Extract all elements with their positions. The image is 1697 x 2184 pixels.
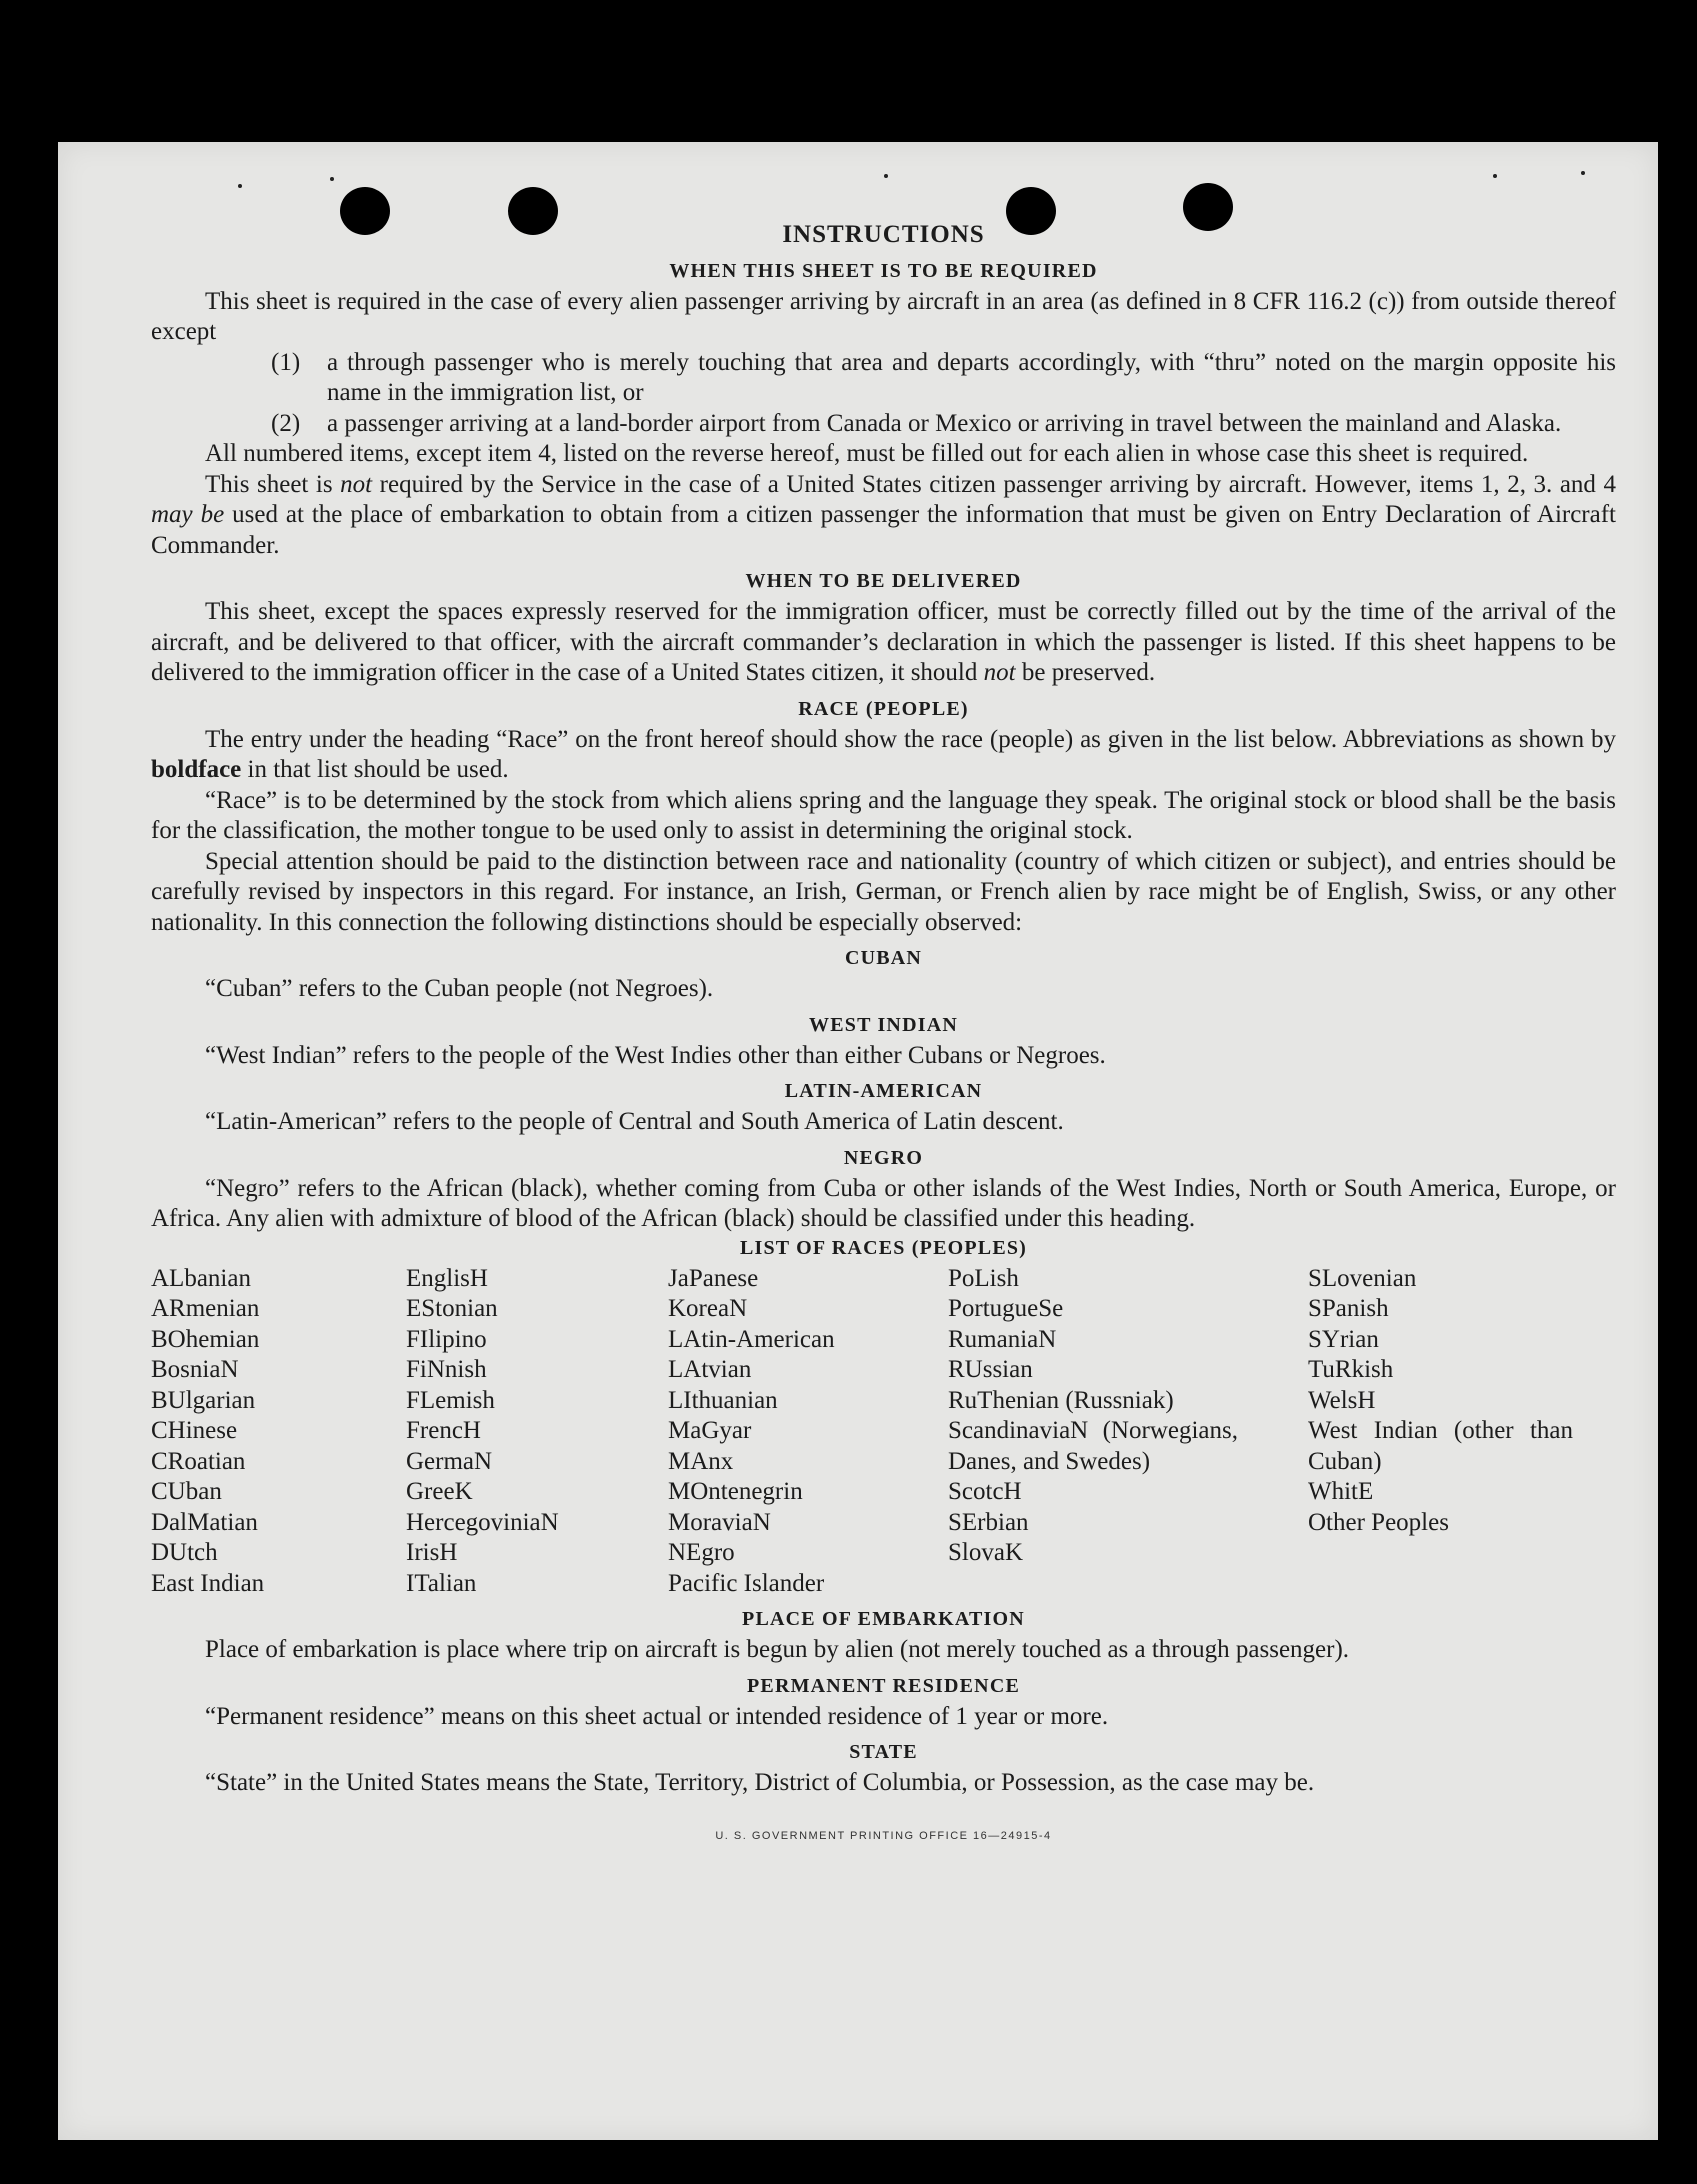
text-run: used at the place of embarkation to obtain from a citizen passenger the information that must be given on Entry Declaration of Aircraft Commander. — [151, 501, 1617, 559]
race-item: ITalian — [406, 1569, 477, 1597]
printer-imprint: U. S. GOVERNMENT PRINTING OFFICE 16—24915-4 — [715, 1829, 1052, 1842]
race-item: CUban — [151, 1478, 222, 1505]
race-item: MOntenegrin — [668, 1478, 803, 1505]
race-item: PoLish — [948, 1264, 1019, 1292]
race-item: ScotcH — [948, 1478, 1022, 1505]
text-run: The entry under the heading “Race” on the front hereof should show the race (people) as given in the list below. Abbreviations as shown by — [205, 725, 1616, 753]
item-text: a passenger arriving at a land-border airport from Canada or Mexico or arriving in travel between the mainland and Alaska. — [327, 409, 1562, 437]
race-item: East Indian — [151, 1569, 265, 1597]
race-item: JaPanese — [668, 1264, 759, 1292]
emphasis: not — [983, 659, 1016, 686]
race-item: TuRkish — [1308, 1356, 1394, 1383]
speck — [330, 177, 334, 181]
race-item: IrisH — [406, 1539, 458, 1566]
heading-when-required: WHEN THIS SHEET IS TO BE REQUIRED — [669, 259, 1098, 282]
paragraph: “Negro” refers to the African (black), whether coming from Cuba or other islands of the West Indies, North or South America, Europe, or Africa. Any alien with admixture of blood of the African (black) should be classified under this heading. — [151, 1174, 1616, 1232]
race-item: Pacific Islander — [668, 1569, 825, 1597]
race-item: LAtin-American — [668, 1325, 835, 1353]
race-item: LAtvian — [668, 1356, 752, 1383]
heading-permanent-residence: PERMANENT RESIDENCE — [746, 1674, 1021, 1697]
race-item: BOhemian — [151, 1325, 260, 1353]
race-item: ScandinaviaN (Norwegians, Danes, and Swedes) — [948, 1417, 1238, 1475]
heading-cuban: CUBAN — [844, 947, 923, 969]
race-item: SPanish — [1308, 1295, 1389, 1322]
race-item: FLemish — [406, 1386, 495, 1414]
paragraph: All numbered items, except item 4, listed on the reverse hereof, must be filled out for each alien in whose case this sheet is required. — [205, 440, 1529, 467]
heading-race: RACE (PEOPLE) — [798, 697, 969, 720]
paragraph: Special attention should be paid to the distinction between race and nationality (country of which citizen or subject), and entries should be carefully revised by inspectors in this regard. For instance, an Irish, German, or French alien by race might be of English, Swiss, or any other nationality. In this connection the following distinctions should be especially observed: — [151, 847, 1616, 936]
speck — [238, 184, 242, 188]
heading-list-of-races: LIST OF RACES (PEOPLES) — [739, 1236, 1028, 1259]
item-text: a through passenger who is merely touching that area and departs accordingly, with “thru” noted on the margin opposite his name in the immigration list, or — [327, 348, 1616, 406]
heading-state: STATE — [849, 1741, 918, 1763]
race-item: FIlipino — [406, 1325, 487, 1353]
race-item: SLovenian — [1308, 1264, 1417, 1292]
paragraph: Place of embarkation is place where trip on aircraft is begun by alien (not merely touched as a through passenger). — [205, 1636, 1350, 1663]
race-item: SYrian — [1308, 1325, 1379, 1353]
race-item: West Indian (other than Cuban) — [1308, 1417, 1573, 1475]
race-item: PortugueSe — [948, 1295, 1064, 1322]
heading-place-of-embarkation: PLACE OF EMBARKATION — [742, 1608, 1025, 1630]
race-item: RumaniaN — [948, 1325, 1057, 1353]
text-run: in that list should be used. — [241, 756, 509, 783]
race-item: SErbian — [948, 1508, 1029, 1536]
list-item — [271, 348, 1616, 409]
race-item: BosniaN — [151, 1356, 239, 1383]
races-column — [151, 1264, 406, 1600]
heading-latin-american: LATIN-AMERICAN — [784, 1080, 983, 1102]
bold-text: boldface — [151, 756, 242, 783]
race-item: MaGyar — [668, 1417, 752, 1444]
race-item: ALbanian — [151, 1264, 251, 1292]
page-title: INSTRUCTIONS — [782, 221, 985, 248]
race-item: CHinese — [151, 1417, 238, 1444]
race-item: CRoatian — [151, 1447, 246, 1475]
race-item: NEgro — [668, 1539, 735, 1566]
races-list — [151, 1264, 1616, 1600]
race-item: WelsH — [1308, 1386, 1376, 1414]
paragraph: “Latin-American” refers to the people of Central and South America of Latin descent. — [205, 1108, 1064, 1135]
race-item: MAnx — [668, 1447, 734, 1475]
race-item: DalMatian — [151, 1508, 258, 1536]
document-sheet — [58, 142, 1658, 2140]
text-run: required by the Service in the case of a United States citizen passenger arriving by aircraft. However, items 1, 2, 3. and 4 — [372, 470, 1616, 498]
speck — [884, 174, 888, 178]
item-number: (1) — [271, 348, 301, 376]
paragraph: “State” in the United States means the State, Territory, District of Columbia, or Possession, as the case may be. — [205, 1769, 1315, 1796]
races-column — [406, 1264, 668, 1600]
paragraph: “Race” is to be determined by the stock from which aliens spring and the language they speak. The original stock or blood shall be the basis for the classification, the mother tongue to be used only to assist in determining the original stock. — [151, 786, 1616, 844]
races-column — [948, 1264, 1308, 1600]
race-item: BUlgarian — [151, 1386, 256, 1414]
heading-negro: NEGRO — [843, 1146, 924, 1169]
paragraph — [151, 725, 1616, 786]
race-item: FiNnish — [406, 1356, 487, 1383]
text-run: be preserved. — [1015, 659, 1156, 686]
emphasis: not — [340, 470, 373, 498]
race-item: LIthuanian — [668, 1386, 778, 1414]
text-run: This sheet is — [205, 470, 341, 498]
race-item: DUtch — [151, 1539, 218, 1566]
race-item: KoreaN — [668, 1295, 748, 1322]
race-item: ARmenian — [151, 1295, 260, 1322]
races-column — [668, 1264, 948, 1600]
paragraph: This sheet is required in the case of every alien passenger arriving by aircraft in an area (as defined in 8 CFR 116.2 (c)) from outside thereof except — [151, 287, 1616, 345]
race-item: MoraviaN — [668, 1508, 771, 1536]
paragraph: “Cuban” refers to the Cuban people (not Negroes). — [205, 975, 714, 1002]
race-item: SlovaK — [948, 1539, 1023, 1566]
list-item — [271, 409, 1616, 440]
race-item: EnglisH — [406, 1264, 488, 1292]
race-item: GreeK — [406, 1478, 473, 1505]
race-item: GermaN — [406, 1447, 493, 1475]
race-item: RUssian — [948, 1356, 1033, 1383]
race-item: EStonian — [406, 1295, 498, 1322]
paragraph — [151, 597, 1616, 689]
speck — [1581, 171, 1585, 175]
emphasis: may be — [151, 501, 225, 528]
paragraph: “Permanent residence” means on this sheet actual or intended residence of 1 year or more. — [205, 1702, 1109, 1730]
item-number: (2) — [271, 409, 301, 437]
race-item: HercegoviniaN — [406, 1508, 559, 1536]
races-column — [1308, 1264, 1628, 1600]
text-run: This sheet, except the spaces expressly reserved for the immigration officer, must be correctly filled out by the time of the arrival of the aircraft, and be delivered to that officer, with the aircraft commander’s declaration in which the passenger is listed. If this sheet happens to be delivered to the immigration officer in the case of a United States citizen, it should — [151, 598, 1616, 686]
race-item: FrencH — [406, 1417, 481, 1444]
race-item: Other Peoples — [1308, 1508, 1449, 1536]
paragraph: “West Indian” refers to the people of the West Indies other than either Cubans or Negroes. — [205, 1041, 1106, 1069]
race-item: WhitE — [1308, 1478, 1374, 1505]
paragraph — [151, 470, 1616, 562]
heading-when-delivered: WHEN TO BE DELIVERED — [745, 570, 1022, 592]
race-item: RuThenian (Russniak) — [948, 1386, 1174, 1414]
heading-west-indian: WEST INDIAN — [809, 1013, 958, 1036]
instructions-text — [151, 220, 1616, 1851]
speck — [1493, 174, 1497, 178]
